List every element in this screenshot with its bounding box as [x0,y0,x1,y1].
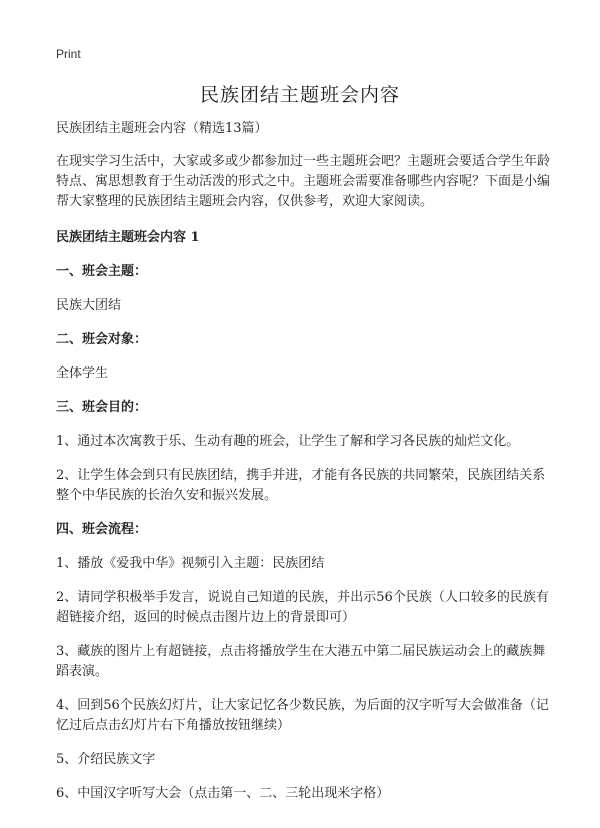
heading-theme: 一、班会主题： [56,264,148,279]
section-title: 民族团结主题班会内容 1 [56,230,200,245]
paragraph-purpose-2: 2、让学生体会到只有民族团结，携手并进，才能有各民族的共同繁荣，民族团结关系整个中华民族的长治久安和振兴发展。 [56,468,546,503]
paragraph-process-5: 5、介绍民族文字 [56,752,156,767]
paragraph-audience: 全体学生 [56,366,109,381]
paragraph-process-2: 2、请同学积极举手发言，说说自己知道的民族，并出示56个民族（人口较多的民族有超链接介绍，返回的时候点击图片边上的背景即可） [56,590,549,625]
document-subtitle: 民族团结主题班会内容（精选13篇） [56,121,268,136]
intro-paragraph: 在现实学习生活中，大家或多或少都参加过一些主题班会吧？主题班会要适合学生年龄特点、寓思想教育于生动活泼的形式之中。主题班会需要准备哪些内容呢？下面是小编帮大家整理的民族团结主题班会内容，仅供参考，欢迎大家阅读。 [56,154,551,209]
paragraph-process-3: 3、藏族的图片上有超链接，点击将播放学生在大港五中第二届民族运动会上的藏族舞蹈表演。 [56,644,546,679]
heading-process: 四、班会流程： [56,522,148,537]
paragraph-process-1: 1、播放《爱我中华》视频引入主题：民族团结 [56,556,325,571]
heading-purpose: 三、班会目的： [56,400,148,415]
document-body [56,119,550,818]
page-title: 民族团结主题班会内容 [199,84,400,106]
paragraph-theme: 民族大团结 [56,298,122,313]
print-link[interactable]: Print [56,47,81,61]
paragraph-process-4: 4、回到56个民族幻灯片，让大家记忆各少数民族，为后面的汉字听写大会做准备（记忆过后点击幻灯片右下角播放按钮继续） [56,698,549,733]
paragraph-process-6: 6、中国汉字听写大会（点击第一、二、三轮出现米字格） [56,786,390,801]
heading-audience: 二、班会对象： [56,332,148,347]
paragraph-purpose-1: 1、通过本次寓教于乐、生动有趣的班会，让学生了解和学习各民族的灿烂文化。 [56,434,520,449]
